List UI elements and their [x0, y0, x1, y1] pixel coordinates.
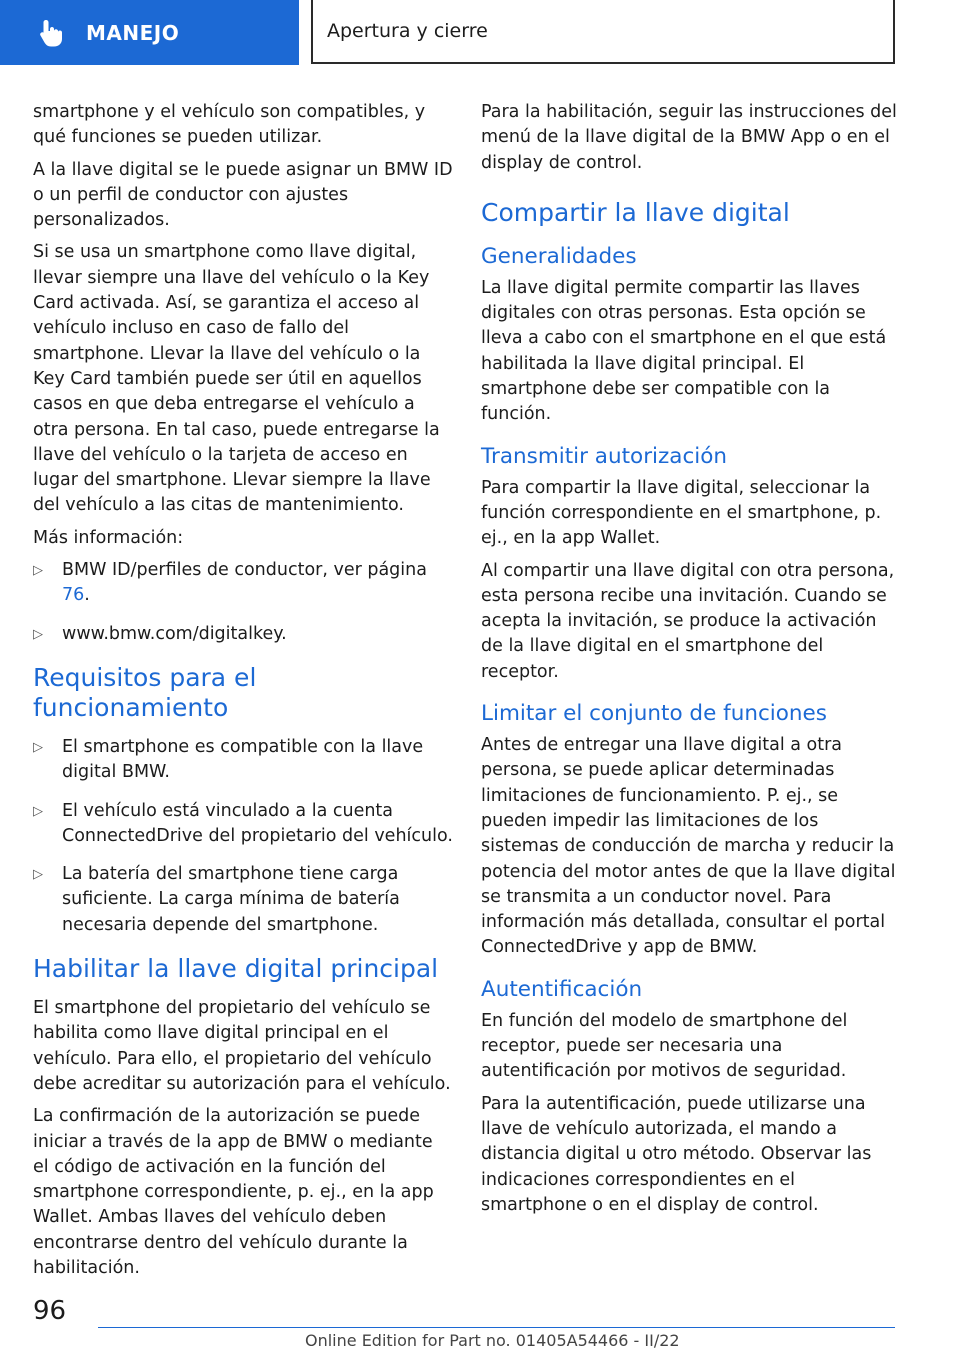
paragraph: Para la habilitación, seguir las instrucciones del menú de la llave digital de la BMW App o en el display de control.: [481, 102, 897, 173]
paragraph: El smartphone del propietario del vehículo se habilita como llave digital principal en el vehículo. Para ello, el propietario del vehículo debe acreditar su autorización para el vehículo.: [33, 998, 451, 1094]
list-item-text: La batería del smartphone tiene carga suficiente. La carga mínima de batería necesaria depende del smartphone.: [62, 864, 400, 935]
paragraph: Más información:: [33, 527, 184, 548]
list-item-text: www.bmw.com/digitalkey.: [62, 623, 287, 644]
paragraph: La llave digital permite compartir las llaves digitales con otras personas. Esta opción se lleva a cabo con el smartphone en el que está habilitada la llave digital principal. El smartphone debe ser compatible con la función.: [481, 277, 887, 425]
chapter-title: Apertura y cierre: [327, 20, 488, 42]
triangle-bullet-icon: ▷: [33, 739, 43, 755]
paragraph: Para la autentificación, puede utilizarse una llave de vehículo autorizada, el mando a distancia digital u otro método. Observar las indicaciones correspondientes en el smartphone o en el display de control.: [481, 1093, 872, 1215]
list-item-text: El vehículo está vinculado a la cuenta ConnectedDrive del propietario del vehículo.: [62, 800, 453, 846]
paragraph: A la llave digital se le puede asignar un BMW ID o un perfil de conductor con ajustes personalizados.: [33, 159, 453, 231]
paragraph: Para compartir la llave digital, seleccionar la función correspondiente en el smartphone, p. ej., en la app Wallet.: [481, 477, 882, 549]
triangle-bullet-icon: ▷: [33, 867, 43, 883]
list-item-text-end: .: [84, 585, 90, 606]
list-item: [33, 862, 453, 938]
list-item-text: El smartphone es compatible con la llave digital BMW.: [62, 736, 424, 783]
paragraph: Si se usa un smartphone como llave digital, llevar siempre una llave del vehículo o la Key Card activada. Así, se garantiza el acceso al vehículo incluso en caso de fallo del smartphone. Llevar la llave del vehículo o la Key Card también puede ser útil en aquellos casos en que deba entregarse el vehículo a otra persona. En tal caso, puede entregarse la llave del vehículo o la tarjeta de acceso en lugar del smartphone. Llevar siempre la llave del vehículo a las citas de mantenimiento.: [33, 242, 440, 516]
list-item-text: BMW ID/perfiles de conductor, ver página: [62, 560, 427, 581]
triangle-bullet-icon: ▷: [33, 626, 43, 642]
paragraph: Al compartir una llave digital con otra persona, esta persona recibe una invitación. Cuando se acepta la invitación, se produce la activación de la llave digital en el smartphone del receptor.: [481, 560, 895, 682]
triangle-bullet-icon: ▷: [33, 803, 43, 819]
section-heading-requisitos: Requisitos para el funcionamiento: [33, 662, 257, 722]
section-heading-habilitar: Habilitar la llave digital principal: [33, 954, 439, 984]
subheading-transmitir: Transmitir autorización: [481, 443, 728, 469]
subheading-generalidades: Generalidades: [481, 243, 637, 269]
page-number: 96: [33, 1296, 67, 1326]
list-item: [33, 622, 453, 647]
more-info-list: [33, 558, 453, 647]
footer-divider: [98, 1327, 895, 1328]
paragraph: smartphone y el vehículo son compatibles, y qué funciones se pueden utilizar.: [33, 102, 426, 148]
section-heading-compartir: Compartir la llave digital: [481, 197, 790, 227]
requirements-list: [33, 735, 453, 938]
page-link[interactable]: 76: [62, 585, 85, 606]
right-column: [481, 100, 899, 1225]
list-item: [33, 735, 453, 786]
paragraph: En función del modelo de smartphone del receptor, puede ser necesaria una autentificación por motivos de seguridad.: [481, 1010, 848, 1082]
chapter-header: [311, 0, 895, 64]
left-column: [33, 100, 453, 1288]
section-label: MANEJO: [86, 20, 180, 45]
section-tab: [0, 0, 299, 65]
subheading-autentificacion: Autentificación: [481, 976, 643, 1002]
subheading-limitar: Limitar el conjunto de funciones: [481, 701, 827, 727]
paragraph: La confirmación de la autorización se puede iniciar a través de la app de BMW o mediante el código de activación en la función del smartphone correspondiente, p. ej., en la app Wallet. Ambas llaves del vehículo deben encontrarse dentro del vehículo durante la habilitación.: [33, 1106, 434, 1278]
list-item: [33, 799, 453, 850]
paragraph: Antes de entregar una llave digital a otra persona, se puede aplicar determinadas limitaciones de funcionamiento. P. ej., se pueden impedir las limitaciones de los sistemas de conducción de marcha y reducir la potencia del motor antes de que la llave digital se transmita a un conductor novel. Para información más detallada, consultar el portal ConnectedDrive y app de BMW.: [481, 735, 896, 958]
footer-edition: Online Edition for Part no. 01405A54466 - II/22: [305, 1331, 680, 1350]
triangle-bullet-icon: ▷: [33, 563, 43, 579]
hand-pointer-icon: [38, 18, 68, 48]
list-item: [33, 558, 453, 609]
